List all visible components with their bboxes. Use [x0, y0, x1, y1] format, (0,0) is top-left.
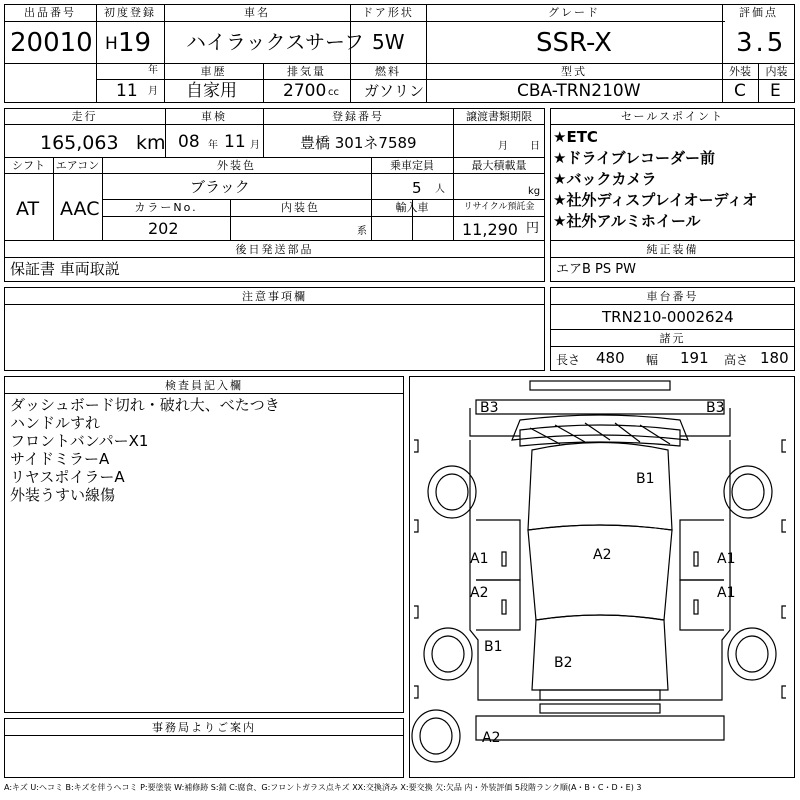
inspection-month-unit: 月 — [250, 140, 260, 151]
sales-point-item: ★社外ディスプレイオーディオ — [553, 191, 758, 209]
inspector-note: フロントバンパーX1 — [10, 432, 149, 450]
lot-no: 20010 — [10, 28, 93, 58]
first-reg-era: H — [105, 34, 118, 54]
fuel-label: 燃料 — [375, 65, 401, 78]
inspector-note: リヤスポイラーA — [10, 468, 125, 486]
displacement-unit: cc — [328, 87, 339, 98]
later-parts: 保証書 車両取説 — [10, 260, 120, 278]
first-reg-year-unit: 年 — [148, 65, 158, 76]
damage-mark-right-front-door: A1 — [717, 551, 736, 567]
sales-point-item: ★ETC — [553, 128, 598, 146]
car-name: ハイラックスサーフ — [186, 30, 364, 54]
ext-color-label: 外装色 — [217, 159, 256, 172]
damage-mark-front-left: B3 — [480, 400, 499, 416]
history-label: 車歴 — [200, 65, 227, 78]
mileage: 165,063 — [40, 132, 119, 154]
score: 3.5 — [736, 28, 787, 58]
int-label: 内装 — [765, 65, 788, 78]
door-label: ドア形状 — [362, 6, 414, 19]
ext-grade: C — [734, 81, 746, 101]
month: 11 — [116, 81, 138, 101]
damage-mark-roof: A2 — [593, 547, 612, 563]
inspector-note: ダッシュボード切れ・破れ大、べたつき — [10, 396, 280, 414]
sales-point-item: ★社外アルミホイール — [553, 212, 701, 230]
legend: A:キズ U:ヘコミ B:キズを伴うヘコミ P:要塗装 W:補修跡 S:錆 C:腐食、G:フロントガラス点キズ XX:交換済み X:要交換 欠:欠品 内・外装評価 5段階ランク順(A・B・C・D・E) 3 — [4, 783, 642, 792]
height-label: 高さ — [724, 353, 749, 367]
ext-color: ブラック — [190, 178, 250, 196]
inspector-label: 検査員記入欄 — [165, 379, 243, 392]
height: 180 — [760, 349, 789, 367]
chassis-no: TRN210-0002624 — [602, 308, 734, 326]
width-label: 幅 — [646, 353, 659, 367]
shift-label: シフト — [12, 159, 45, 172]
capacity-unit: 人 — [435, 184, 445, 195]
length: 480 — [596, 349, 625, 367]
damage-mark-left-rear-fender: B1 — [484, 639, 503, 655]
chassis-label: 車台番号 — [646, 290, 699, 303]
capacity-label: 乗車定員 — [390, 159, 434, 172]
width: 191 — [680, 349, 709, 367]
sales-points-label: セールスポイント — [620, 110, 724, 123]
import-label: 輸入車 — [395, 201, 429, 214]
displacement-label: 排気量 — [287, 65, 326, 78]
lot-no-label: 出品番号 — [24, 6, 76, 19]
displacement: 2700 — [283, 81, 327, 101]
damage-mark-left-front-door: A1 — [470, 551, 489, 567]
car-name-label: 車名 — [244, 6, 270, 19]
inspection-label: 車検 — [201, 110, 227, 123]
score-label: 評価点 — [739, 6, 778, 19]
inspection-year-unit: 年 — [208, 140, 218, 151]
office-label: 事務局よりご案内 — [152, 721, 256, 734]
capacity: 5 — [412, 179, 422, 197]
damage-mark-rear-bumper: A2 — [482, 730, 501, 746]
later-parts-label: 後日発送部品 — [235, 243, 314, 256]
equipment: エアB PS PW — [556, 262, 636, 277]
equipment-label: 純正装備 — [646, 243, 699, 256]
first-reg-label: 初度登録 — [104, 6, 156, 19]
color-no: 202 — [148, 219, 179, 238]
load-unit: kg — [528, 186, 541, 197]
recycle: 11,290 — [462, 220, 518, 239]
history: 自家用 — [186, 81, 237, 101]
int-color-unit: 系 — [357, 226, 367, 237]
inspector-note: サイドミラーA — [10, 450, 110, 468]
inspector-note: 外装うすい線傷 — [10, 486, 116, 504]
transfer-month-unit: 月 — [498, 141, 508, 152]
load-label: 最大積載量 — [471, 159, 527, 172]
inspection-year: 08 — [178, 132, 200, 152]
damage-mark-hood: B1 — [636, 471, 655, 487]
door-type: 5W — [372, 30, 405, 54]
recycle-unit: 円 — [526, 221, 540, 236]
mileage-unit: km — [136, 132, 166, 154]
length-label: 長さ — [556, 353, 581, 367]
damage-mark-front-right: B3 — [706, 400, 725, 416]
reg-no: 豊橋 301ネ7589 — [300, 134, 417, 152]
transfer-day-unit: 日 — [530, 141, 540, 152]
month-unit: 月 — [148, 86, 158, 97]
grade-label: グレード — [548, 6, 600, 19]
shift: AT — [16, 198, 40, 220]
damage-mark-rear-hatch: B2 — [554, 655, 573, 671]
damage-mark-left-rear-door: A2 — [470, 585, 489, 601]
ext-label: 外装 — [729, 65, 751, 78]
spec-label: 諸元 — [659, 332, 686, 345]
inspector-note: ハンドルすれ — [10, 414, 101, 432]
fuel: ガソリン — [364, 82, 425, 100]
caution-label: 注意事項欄 — [242, 290, 307, 303]
grade: SSR-X — [536, 28, 612, 58]
model-label: 型式 — [561, 65, 587, 78]
ac-label: エアコン — [55, 159, 100, 172]
sales-point-item: ★バックカメラ — [553, 170, 657, 188]
recycle-label: リサイクル預託金 — [463, 202, 535, 212]
mileage-label: 走行 — [71, 110, 98, 123]
inspection-month: 11 — [224, 132, 246, 152]
model: CBA-TRN210W — [517, 81, 641, 101]
ac: AAC — [60, 198, 100, 220]
color-no-label: カラーNo. — [134, 201, 198, 214]
transfer-label: 譲渡書類期限 — [466, 110, 532, 123]
first-reg-year: 19 — [118, 28, 152, 58]
int-grade: E — [770, 81, 781, 101]
reg-no-label: 登録番号 — [332, 110, 384, 123]
sales-point-item: ★ドライブレコーダー前 — [553, 149, 715, 167]
damage-mark-right-rear-door: A1 — [717, 585, 736, 601]
int-color-label: 内装色 — [281, 201, 320, 214]
